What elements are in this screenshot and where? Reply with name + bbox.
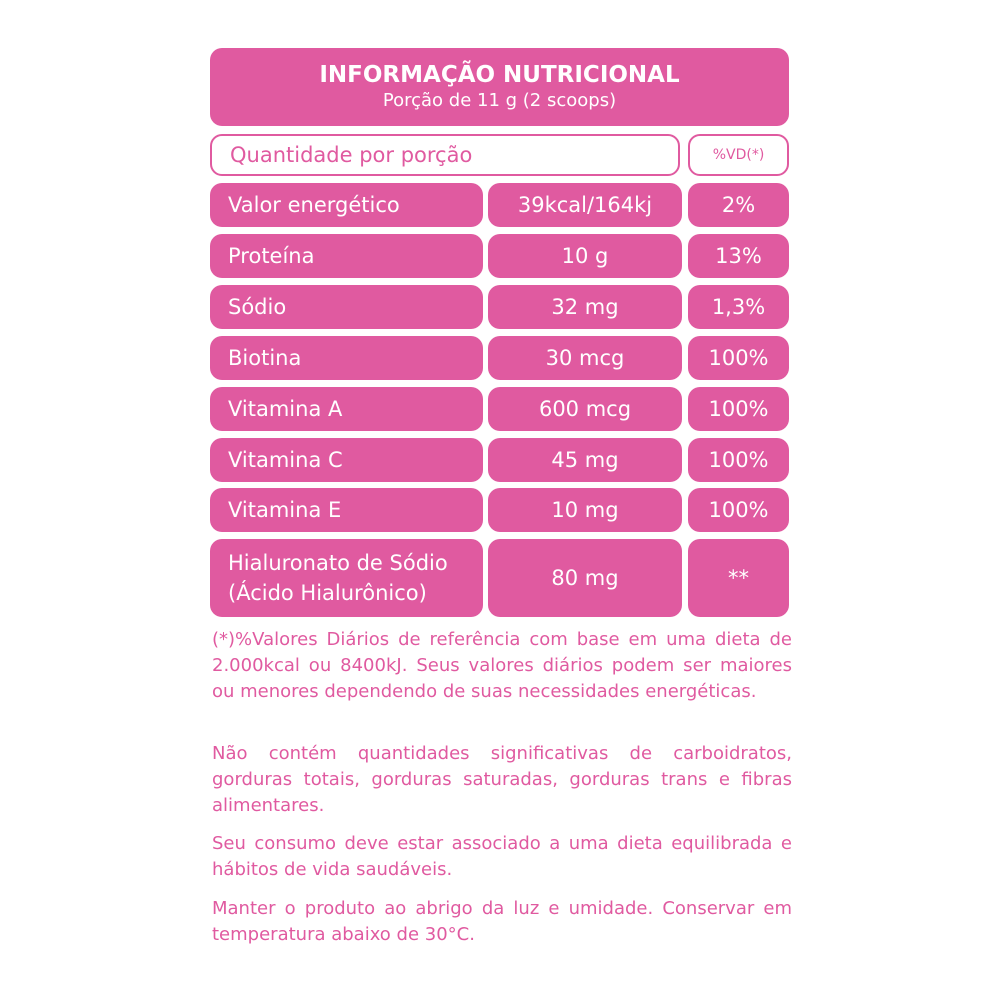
nutrition-title: INFORMAÇÃO NUTRICIONAL (319, 62, 680, 88)
nutrient-daily-value: ** (688, 539, 789, 617)
quantity-per-serving-label: Quantidade por porção (210, 134, 680, 176)
nutrition-header (210, 48, 789, 126)
nutrient-amount: 45 mg (488, 438, 682, 482)
nutrient-amount: 39kcal/164kj (488, 183, 682, 227)
nutrient-name: Biotina (210, 336, 483, 380)
nutrient-daily-value: 100% (688, 387, 789, 431)
nutrient-name-line: Hialuronato de Sódio (228, 551, 448, 575)
nutrient-amount: 30 mcg (488, 336, 682, 380)
nutrient-amount: 32 mg (488, 285, 682, 329)
nutrient-amount: 10 g (488, 234, 682, 278)
nutrient-amount: 10 mg (488, 488, 682, 532)
nutrient-daily-value: 100% (688, 438, 789, 482)
nutrient-name (210, 539, 483, 617)
nutrient-name: Valor energético (210, 183, 483, 227)
nutrient-amount: 80 mg (488, 539, 682, 617)
consumption-advice: Seu consumo deve estar associado a uma dieta equilibrada e hábitos de vida saudáveis. (212, 833, 792, 880)
nutrient-absence-note: Não contém quantidades significativas de carboidratos, gorduras totais, gorduras saturadas, gorduras trans e fibras alimentares. (212, 743, 792, 816)
nutrient-name: Sódio (210, 285, 483, 329)
nutrient-daily-value: 100% (688, 336, 789, 380)
nutrient-name: Vitamina A (210, 387, 483, 431)
nutrient-amount: 600 mcg (488, 387, 682, 431)
nutrient-daily-value: 13% (688, 234, 789, 278)
nutrient-daily-value: 100% (688, 488, 789, 532)
nutrient-daily-value: 2% (688, 183, 789, 227)
nutrient-name: Vitamina E (210, 488, 483, 532)
nutrient-name-line: (Ácido Hialurônico) (228, 581, 427, 605)
nutrient-name: Vitamina C (210, 438, 483, 482)
daily-value-label: %VD(*) (688, 134, 789, 176)
storage-instructions: Manter o produto ao abrigo da luz e umidade. Conservar em temperatura abaixo de 30°C. (212, 898, 792, 945)
nutrient-daily-value: 1,3% (688, 285, 789, 329)
nutrient-name: Proteína (210, 234, 483, 278)
serving-size: Porção de 11 g (2 scoops) (382, 90, 617, 111)
daily-values-footnote: (*)%Valores Diários de referência com base em uma dieta de 2.000kcal ou 8400kJ. Seus valores diários podem ser maiores ou menores dependendo de suas necessidades energéticas. (212, 629, 792, 702)
